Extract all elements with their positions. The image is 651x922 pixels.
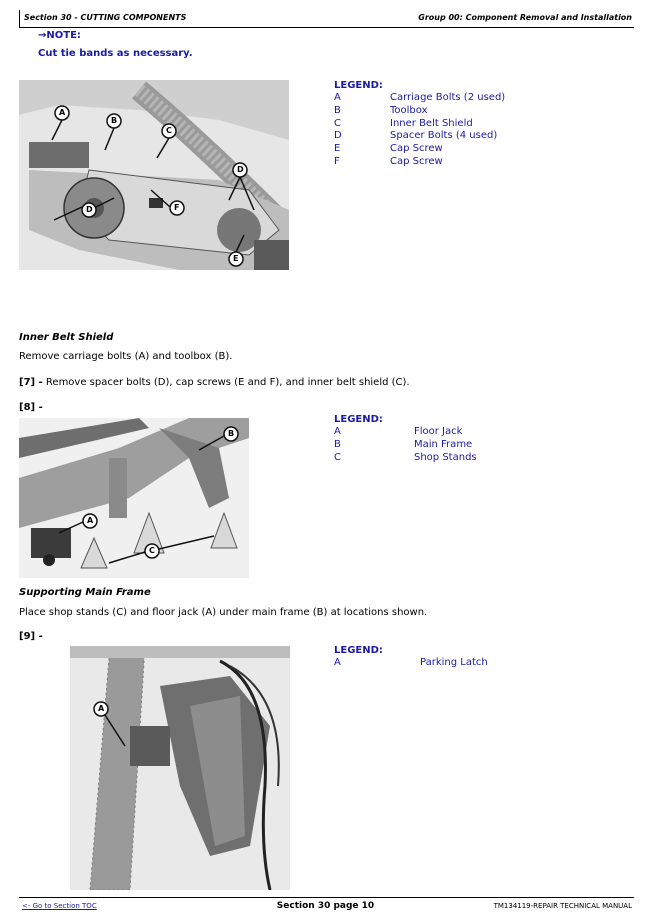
instruction-text: Place shop stands (C) and floor jack (A) under main frame (B) at locations shown. [19, 607, 428, 618]
callout-b: B [228, 429, 235, 438]
footer-rule [19, 897, 634, 898]
callout-e: E [233, 254, 239, 263]
section-title-supporting-main-frame: Supporting Main Frame [19, 587, 151, 598]
legend-row: C Inner Belt Shield [334, 117, 473, 129]
legend-row: F Cap Screw [334, 155, 443, 167]
go-to-section-toc-link[interactable]: <- Go to Section TOC [22, 902, 97, 910]
section-title-inner-belt-shield: Inner Belt Shield [19, 332, 114, 343]
header-group-title: Group 00: Component Removal and Installation [418, 13, 632, 22]
callout-a: A [87, 516, 94, 525]
page-number: Section 30 page 10 [276, 901, 375, 911]
legend-row: A Parking Latch [334, 657, 488, 668]
step-8-label: [8] - [19, 402, 43, 413]
manual-title: TM134119-REPAIR TECHNICAL MANUAL [493, 902, 632, 910]
figure-supporting-main-frame [19, 418, 249, 578]
callout-f: F [174, 203, 180, 212]
legend-row: A Carriage Bolts (2 used) [334, 92, 506, 103]
callout-d-left: D [86, 205, 93, 214]
callout-d-right: D [237, 165, 244, 174]
step-7: [7] - Remove spacer bolts (D), cap screws (E and F), and inner belt shield (C). [19, 377, 410, 388]
step-9-label: [9] - [19, 631, 43, 642]
legend-row: D Spacer Bolts (4 used) [334, 130, 498, 142]
note-label: →NOTE: [38, 30, 81, 41]
callout-c: C [166, 126, 172, 135]
figure-supporting-main-frame-image [19, 418, 249, 578]
figure-parking-latch [70, 646, 290, 890]
instruction-text: Remove carriage bolts (A) and toolbox (B). [19, 351, 233, 362]
header-rule [19, 27, 634, 28]
legend-row: B Main Frame [334, 438, 473, 450]
callout-a: A [98, 704, 105, 713]
callout-c: C [149, 546, 155, 555]
legend-title: LEGEND: [334, 645, 383, 656]
header-bar [19, 10, 20, 28]
note-text: Cut tie bands as necessary. [38, 48, 193, 59]
figure-parking-latch-image [70, 646, 290, 890]
header-section-title: Section 30 - CUTTING COMPONENTS [24, 13, 187, 22]
legend-row: B Toolbox [334, 104, 428, 116]
figure-inner-belt-shield [19, 80, 289, 270]
legend-row: C Shop Stands [334, 451, 477, 463]
legend-figure-3 [334, 645, 488, 670]
legend-title: LEGEND: [334, 414, 383, 425]
legend-row: A Floor Jack [334, 426, 463, 437]
callout-b: B [111, 116, 118, 125]
legend-title: LEGEND: [334, 80, 383, 91]
legend-figure-1 [334, 80, 505, 169]
callout-a: A [59, 108, 66, 117]
legend-figure-2 [334, 414, 477, 464]
legend-row: E Cap Screw [334, 143, 443, 155]
